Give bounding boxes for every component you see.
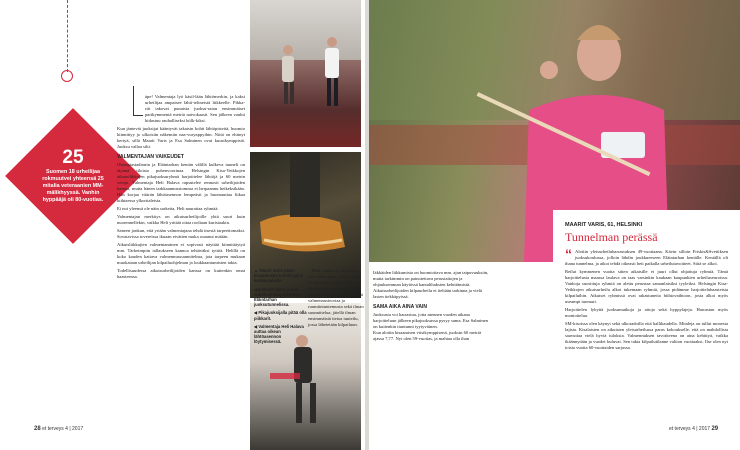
magazine-name: et terveys — [669, 426, 691, 432]
page-number: 29 — [711, 426, 719, 432]
fact-badge-text — [25, 128, 121, 224]
article-column-middle — [308, 268, 365, 328]
article-column-left — [117, 94, 245, 282]
caption: ◀ Pikajuoksijalla pitää olla piikkarit. — [254, 310, 307, 321]
subheading: VALMENTAJAN VAIKEUDET — [117, 154, 184, 160]
quote-mark-icon: “ — [565, 246, 572, 262]
subheading: SAMA AIKA AINA VAIN — [373, 304, 427, 310]
story-headline: Tunnelman perässä — [565, 230, 658, 244]
paragraph: Harjoittelen lyhyttä juoksumatkoja ja aitoja sekä hyppylajeja. Harrastan myös moniottelua. — [565, 307, 728, 318]
paragraph: Valmentajan merkitys on aikuisurheilijoille yhtä suuri kuin nuorennellekin, vaikka Heli yrittää ottaa rooliaan kuristaakin. — [117, 214, 245, 225]
paragraph: Iäkkäiden liikkumista on huomioitava mm. ajan taipuvuuksiin, mutta tarkimmin on painotettava perustaitojen ja ohjauksemman käytössä kantalihaksien kehittämistä. Aikuisurheilijoiden kilpaurheilu ei tieltään tarkinna ja vielä lasten tiekkäpyissä. — [373, 270, 489, 299]
issue: 4 | 2017 — [692, 426, 711, 432]
paragraph: Ei noi yleensä ole näin sarkeita, Heli naurattaa ryhmää. — [117, 206, 219, 211]
photo-captions — [254, 268, 308, 348]
paragraph: Todellisuudessa aikuisurheilijoiden kanssa on kuitenkin omat haasteensa. — [117, 268, 245, 279]
footer-left — [34, 426, 83, 432]
article-column-middle-cont — [373, 270, 491, 342]
intro-paragraph: äpe! Valmentaja lyö käsil-lään lähtömerkin, ja kaksi urheilijaa ampaisee lähti-telineistä liikkeelle. Pikka-riit takovat punaista juoksu-ratau ensimmäiset parikymmentä metriä naivokaasti. Sen jälkeen vauhti hidastuu rauhalliseksi hölk-kiksi. — [145, 94, 245, 123]
page-number: 28 — [34, 426, 41, 432]
footer-right — [669, 426, 718, 432]
paragraph: Saneen jonkun, että yrtään valmentajana tehdä itsestä tarpeettomaksi. Sovatavissa tovereissa ikuaan eivätten muka osaanut mitään. — [117, 228, 245, 239]
caption: ◀ Valmentaja Heli Halava auttaa oikean lähtöasennon löytymisessä. — [254, 323, 304, 345]
magazine-name: et terveys — [42, 426, 64, 432]
story-body — [565, 246, 728, 351]
right-page — [369, 0, 740, 450]
paragraph: Reilut kymmenen vuotta sitten aikaisille ei juuri ollut ohjattuja ryhmiä. Tämä harjoittelusta maassa laulava on taas varsinkin kaukaan kaupunkien urheiluseuroissa. Vanhoja suosittuja ryhmiä on alettu perustaa samanlaisiksi tyyleiksi. Helsingin Kisa-Veikkojen aikuisurheilu alkoi tukemaan ryhmiä, jossa pidämme harjoitteluhaasteista kilpailuihin. Aikuiset ryhmissä ovat rakastuneita hiihtovaihtoon, josta alkoi myös useampi tuomari. — [565, 269, 728, 304]
caption: ◀◀ Maarit Varis ja Esa Salminen harjoittelevat Eläintarhan juoksutunnelissa. — [254, 286, 300, 308]
sidebar-story — [553, 210, 740, 450]
caption: ▲ Maarit Varis päävi kisapäivänä toimitsijaksi kehäpojakalle. — [254, 268, 304, 284]
ornament-ring — [61, 70, 73, 82]
left-page — [0, 0, 365, 450]
paragraph: Kun aloitin kisaamisen viisikymppisenä, juoksin 60 metriä ajassa 7,77. Nyt olen 59-vuotias, ja mahtaa olla ihan — [373, 330, 482, 341]
ornament-string — [67, 0, 68, 72]
badge-number: 25 — [62, 146, 84, 168]
paragraph: – Mitä vanhempi ikäryhmä, sitä vähemmän valmentajilla on käytössä tarkitisaa tietoa. Sen takia harjoituksia suunnitellessa pitää yhdistellä valmennusteoriaa ja ruumiintuntemusta sekä ilman suunnittelua, jätellä ilman ensimmäistä tietoa tunteilu, jossa lähetetään kilpailuun. — [308, 268, 364, 327]
story-kicker: MAARIT VARIS, 61, HELSINKI — [565, 222, 643, 228]
paragraph: Kun jäntevät juoksijat kääntyvät takaisin kohti lähtöpisteitä, huomio kiinnittyy jo ulkoisiin näkemiin naa-vuryappyihin. Niitä on ehtinyt kertyä, sillä Maarit Varis ja Esa Salminen ovat kuusikymppisiä. Juoksu vallaa silti. — [117, 126, 245, 149]
photo-runners — [250, 0, 361, 147]
paragraph: Juoksusta voi harrastua, jotta mennen vuoden aikana harjoitteluun jälkeen pikajuoksussa pysyy sama. Esa Salminen on kuitenkin tiuntunni tyytyväinen. — [373, 312, 488, 329]
issue: 4 | 2017 — [65, 426, 84, 432]
paragraph: Aikuisliikkujien valmentaminen ei sopivasti näyttää kiinnittäytyä mm. Tärkeimpiin tallaukseen kannoa tehtäväksi tyttöä. Helillä on koko kauden kattava valmennussuunnitelma, jota tarpeen mukaan muokataan urheilijan kilpailuohjelman ja loukkaantumisten takia. — [117, 242, 245, 265]
badge-description: Suomen 18 urheilijaa rokmuutvei yhteensä 25 mitalia veteraanien MM-mälikhyyssä. Vanhin hyppääjä oli 80-vuotias. — [42, 168, 104, 203]
paragraph: SM-kisoissa olen käynyt sekä ulkoradoilla että hallikaudella. Mitaleja on tullut monesta lajista. Kisalaisten on aikuisten yleisurheilussa paras kokoukselle, että on mahdollista saavuttaa vielä hyviä tuloksia. Valmennuksen tavoitteena on aina kehittyä, vaikka ikäännytään ja vuodet kuluvat. Sen takia kilpailutilanne valtion vuotiaaksi. Ilse olen nyt toista vuotta 60-vuotiaiden sarjassa. — [565, 321, 728, 350]
paragraph: Aloitin yleisurheiluharrastuksen 49-vuotiaana. Kävin silloin Friskis&Svettiksen juoksukoulussa, jolloin lähdin joukkueeseen Eläintarhan kentälle. Kentällä oli ihana tunnelma, ja aikoi tehdä oikeasti heti paikalla urheilutavoitteet. Siitä se alkoi. — [565, 249, 728, 266]
paragraph: Olympiastadionin ja Eläintarhan kentän välillä kulkeva tunneli on täynnä tiloista puhenvoorinaa. Helsingin Kisa-Veikkojen aikatoilikkujen pikajuoksuryhmä harjoittelee lähtöjä ja 60 metrin vetoja. Valmentaja Heli Halava rapsutelee rennosti urheilijoiden kanssa, mutta hänen tarkkaannusstomma ei herpaannu hetkeksikään. Hän korjaa väärän lähtöasennon lempeästi ja huomauttaa liikaa kiihtaessa ylkorttaleista. — [117, 162, 245, 203]
